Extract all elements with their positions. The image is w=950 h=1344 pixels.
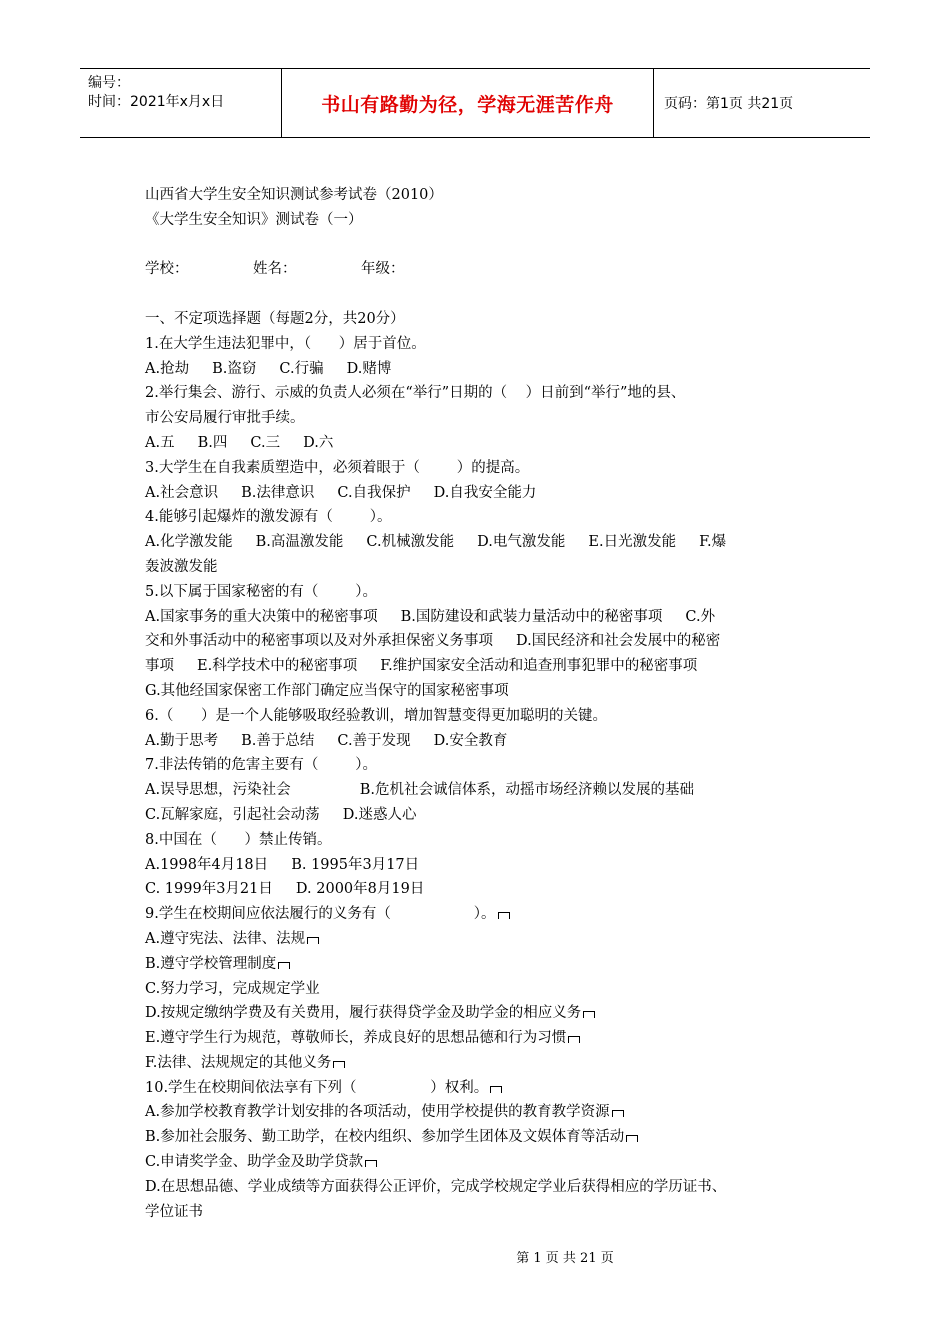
line-break-mark-icon bbox=[278, 962, 290, 969]
page-header bbox=[80, 68, 870, 138]
line-text: C.瓦解家庭，引起社会动荡 D.迷惑人心 bbox=[145, 806, 417, 823]
line-text: D.按规定缴纳学费及有关费用，履行获得贷学金及助学金的相应义务 bbox=[145, 1005, 582, 1022]
text-line bbox=[145, 977, 820, 1002]
text-line bbox=[145, 183, 820, 208]
text-line bbox=[145, 357, 820, 382]
text-line bbox=[145, 1200, 820, 1225]
text-line bbox=[145, 1125, 820, 1150]
text-line bbox=[145, 1001, 820, 1026]
header-motto: 书山有路勤为径，学海无涯苦作舟 bbox=[282, 69, 654, 137]
text-line bbox=[145, 381, 820, 406]
page-footer bbox=[0, 1247, 950, 1266]
line-text: 一、不定项选择题（每题2分，共20分） bbox=[145, 310, 405, 327]
line-break-mark-icon bbox=[333, 1061, 345, 1068]
line-text: 5.以下属于国家秘密的有（ ）。 bbox=[145, 583, 377, 600]
header-meta bbox=[80, 69, 282, 137]
line-text: A.抢劫 B.盗窃 C.行骗 D.赌博 bbox=[145, 360, 392, 377]
line-break-mark-icon bbox=[498, 912, 510, 919]
text-line bbox=[145, 505, 820, 530]
text-line bbox=[145, 679, 820, 704]
code-label: 编号： bbox=[88, 75, 130, 91]
line-text: 3.大学生在自我素质塑造中，必须着眼于（ ）的提高。 bbox=[145, 459, 530, 476]
line-break-mark-icon bbox=[307, 937, 319, 944]
line-text: G.其他经国家保密工作部门确定应当保守的国家秘密事项 bbox=[145, 682, 509, 699]
line-break-mark-icon bbox=[612, 1110, 624, 1117]
line-text: C.努力学习，完成规定学业 bbox=[145, 980, 320, 997]
text-line bbox=[145, 1026, 820, 1051]
text-line bbox=[145, 654, 820, 679]
line-text: 4.能够引起爆炸的激发源有（ ）。 bbox=[145, 509, 392, 526]
blank-line bbox=[145, 233, 820, 258]
text-line bbox=[145, 530, 820, 555]
text-line bbox=[145, 629, 820, 654]
line-text: A.化学激发能 B.高温激发能 C.机械激发能 D.电气激发能 E.日光激发能 F.爆 bbox=[145, 534, 727, 551]
blank-line bbox=[145, 282, 820, 307]
line-text: 事项 E.科学技术中的秘密事项 F.维护国家安全活动和追查刑事犯罪中的秘密事项 bbox=[145, 658, 698, 675]
line-text: B.参加社会服务、勤工助学，在校内组织、参加学生团体及文娱体育等活动 bbox=[145, 1129, 625, 1146]
line-break-mark-icon bbox=[365, 1160, 377, 1167]
line-text: 8.中国在（ ）禁止传销。 bbox=[145, 831, 332, 848]
line-text: 市公安局履行审批手续。 bbox=[145, 410, 305, 427]
line-text: C. 1999年3月21日 D. 2000年8月19日 bbox=[145, 881, 425, 898]
text-line bbox=[145, 803, 820, 828]
line-break-mark-icon bbox=[490, 1086, 502, 1093]
line-break-mark-icon bbox=[568, 1036, 580, 1043]
text-line bbox=[145, 1100, 820, 1125]
line-text: 9.学生在校期间应依法履行的义务有（ ）。 bbox=[145, 906, 496, 923]
text-line bbox=[145, 431, 820, 456]
line-text: D.在思想品德、学业成绩等方面获得公正评价，完成学校规定学业后获得相应的学历证书、 bbox=[145, 1178, 727, 1195]
document-body bbox=[145, 183, 820, 1224]
text-line bbox=[145, 580, 820, 605]
text-line bbox=[145, 307, 820, 332]
text-line bbox=[145, 1076, 820, 1101]
line-text: 1.在大学生违法犯罪中，（ ）居于首位。 bbox=[145, 335, 426, 352]
line-text: E.遵守学生行为规范，尊敬师长，养成良好的思想品德和行为习惯 bbox=[145, 1030, 567, 1047]
text-line bbox=[145, 877, 820, 902]
line-text: 山西省大学生安全知识测试参考试卷（2010） bbox=[145, 187, 443, 203]
line-break-mark-icon bbox=[583, 1011, 595, 1018]
text-line bbox=[145, 481, 820, 506]
text-line bbox=[145, 1150, 820, 1175]
text-line bbox=[145, 208, 820, 233]
line-text: A.社会意识 B.法律意识 C.自我保护 D.自我安全能力 bbox=[145, 484, 537, 501]
line-text: 轰波激发能 bbox=[145, 558, 218, 575]
text-line bbox=[145, 952, 820, 977]
text-line bbox=[145, 753, 820, 778]
line-text: 7.非法传销的危害主要有（ ）。 bbox=[145, 757, 377, 774]
text-line bbox=[145, 332, 820, 357]
line-text: 《大学生安全知识》测试卷（一） bbox=[145, 211, 363, 228]
time-label: 时间：2021年x月x日 bbox=[88, 94, 225, 110]
line-text: 6.（ ）是一个人能够吸取经验教训，增加智慧变得更加聪明的关键。 bbox=[145, 707, 607, 724]
text-line bbox=[145, 778, 820, 803]
line-break-mark-icon bbox=[626, 1135, 638, 1142]
line-text: A.国家事务的重大决策中的秘密事项 B.国防建设和武装力量活动中的秘密事项 C.外 bbox=[145, 608, 716, 625]
header-page-info: 页码：第1页 共21页 bbox=[664, 96, 794, 112]
line-text: B.遵守学校管理制度 bbox=[145, 955, 277, 972]
line-text: A.遵守宪法、法律、法规 bbox=[145, 930, 306, 947]
line-text: A.参加学校教育教学计划安排的各项活动，使用学校提供的教育教学资源 bbox=[145, 1104, 610, 1121]
line-text: F.法律、法规规定的其他义务 bbox=[145, 1054, 332, 1071]
line-text: A.勤于思考 B.善于总结 C.善于发现 D.安全教育 bbox=[145, 732, 508, 749]
text-line bbox=[145, 902, 820, 927]
text-line bbox=[145, 853, 820, 878]
line-text: C.申请奖学金、助学金及助学贷款 bbox=[145, 1154, 364, 1171]
line-text: A.五 B.四 C.三 D.六 bbox=[145, 434, 334, 451]
footer-page-number: 第 1 页 共 21 页 bbox=[516, 1251, 614, 1266]
text-line bbox=[145, 1051, 820, 1076]
text-line bbox=[145, 257, 820, 282]
text-line bbox=[145, 605, 820, 630]
line-text: 学位证书 bbox=[145, 1203, 203, 1220]
text-line bbox=[145, 729, 820, 754]
line-text: 2.举行集会、游行、示威的负责人必须在“举行”日期的（ ）日前到“举行”地的县、 bbox=[145, 385, 686, 402]
line-text: 学校： 姓名： 年级： bbox=[145, 261, 405, 278]
text-line bbox=[145, 828, 820, 853]
line-text: A.1998年4月18日 B. 1995年3月17日 bbox=[145, 856, 420, 873]
line-text: 交和外事活动中的秘密事项以及对外承担保密义务事项 D.国民经济和社会发展中的秘密 bbox=[145, 633, 721, 650]
text-line bbox=[145, 927, 820, 952]
line-text: 10.学生在校期间依法享有下列（ ）权利。 bbox=[145, 1079, 489, 1096]
line-text: A.误导思想，污染社会 B.危机社会诚信体系，动摇市场经济赖以发展的基础 bbox=[145, 782, 694, 799]
text-line bbox=[145, 704, 820, 729]
text-line bbox=[145, 406, 820, 431]
text-line bbox=[145, 456, 820, 481]
text-line bbox=[145, 1175, 820, 1200]
text-line bbox=[145, 555, 820, 580]
